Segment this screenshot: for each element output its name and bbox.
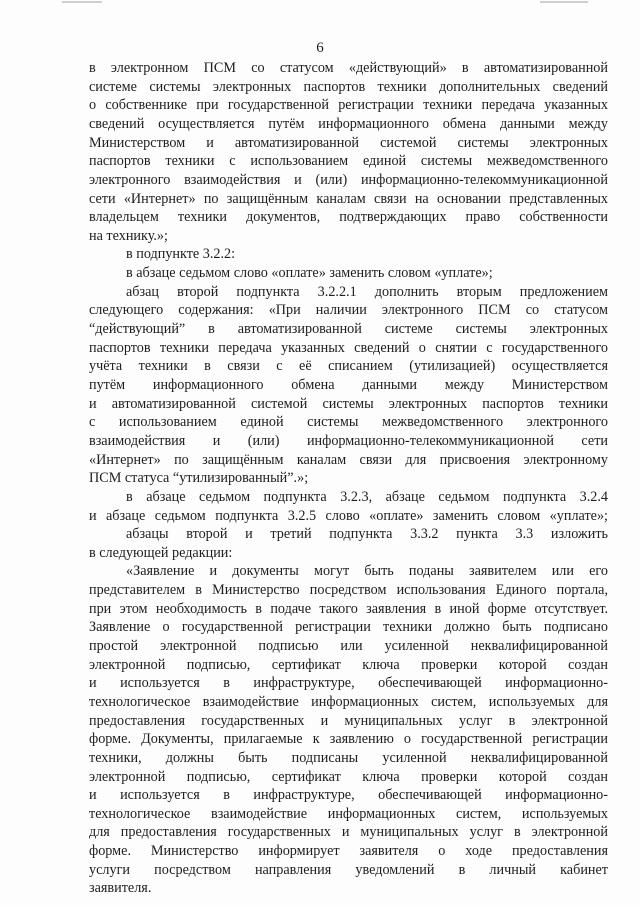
- text-line: и автоматизированной системой системы электронных паспортов техники: [89, 395, 608, 412]
- text-line: “действующий” в автоматизированной системе системы электронных: [89, 321, 608, 337]
- text-line: на технику.»;: [89, 227, 168, 244]
- text-line: предоставления государственных и муниципальных услуг в электронной: [89, 712, 608, 729]
- page-number: 6: [316, 40, 324, 56]
- text-line: в следующей редакции:: [89, 544, 233, 561]
- text-line: взаимодействия и (или) информационно-телекоммуникационной сети: [89, 432, 608, 449]
- text-line: и используется в инфраструктуре, обеспечивающей информационно-: [89, 787, 608, 804]
- text-line: «Заявление и документы могут быть поданы заявителем или его: [126, 563, 608, 580]
- text-line: Заявление о государственной регистрации техники должно быть подписано: [89, 619, 608, 636]
- text-line: форме. Документы, прилагаемые к заявлению о государственной регистрации: [89, 731, 608, 748]
- text-line: следующего содержания: «При наличии электронного ПСМ со статусом: [89, 302, 608, 319]
- text-line: Министерством и автоматизированной системой системы электронных: [89, 134, 608, 151]
- text-line: в абзаце седьмом слово «оплате» заменить словом «уплате»;: [126, 265, 493, 282]
- text-line: в абзаце седьмом подпункта 3.2.3, абзаце седьмом подпункта 3.2.4: [126, 488, 608, 505]
- text-line: владельцем техники документов, подтверждающих право собственности: [89, 209, 608, 226]
- text-line: электронного взаимодействия и (или) информационно-телекоммуникационной: [89, 171, 608, 188]
- text-line: техники, должны быть подписаны усиленной неквалифицированной: [89, 749, 608, 766]
- text-line: представителем в Министерство посредством использования Единого портала,: [89, 582, 608, 598]
- text-line: «Интернет» по защищённым каналам связи для присвоения электронному: [89, 451, 608, 468]
- text-line: электронной подписью, сертификат ключа проверки которой создан: [89, 768, 608, 785]
- text-line: электронной подписью, сертификат ключа проверки которой создан: [89, 656, 608, 673]
- text-line: сведений осуществляется путём информационного обмена данными между: [89, 115, 608, 132]
- text-line: и используется в инфраструктуре, обеспечивающей информационно-: [89, 675, 608, 692]
- text-line: с использованием единой системы межведомственного электронного: [89, 414, 608, 431]
- text-line: абзацы второй и третий подпункта 3.3.2 пункта 3.3 изложить: [126, 526, 608, 543]
- text-line: системе системы электронных паспортов техники дополнительных сведений: [89, 78, 608, 95]
- text-line: простой электронной подписью или усиленной неквалифицированной: [89, 638, 608, 654]
- text-line: технологическое взаимодействие информационных систем, используемых для: [89, 693, 608, 710]
- text-line: услуги посредством направления уведомлений в личный кабинет: [89, 861, 608, 878]
- text-line: в подпункте 3.2.2:: [126, 246, 236, 263]
- text-line: учёта техники в связи с её списанием (утилизацией) осуществляется: [89, 358, 608, 375]
- text-line: паспортов техники передача указанных сведений о снятии с государственного: [89, 339, 608, 356]
- text-line: абзац второй подпункта 3.2.2.1 дополнить вторым предложением: [126, 283, 608, 300]
- text-line: заявителя.: [89, 880, 152, 897]
- scan-artifact: [540, 1, 588, 3]
- scan-artifact: [62, 1, 102, 3]
- text-line: при этом необходимость в подаче такого заявления в иной форме отсутствует.: [89, 600, 608, 617]
- text-line: паспортов техники с использованием единой системы межведомственного: [89, 153, 608, 170]
- text-line: в электронном ПСМ со статусом «действующий» в автоматизированной: [89, 60, 608, 76]
- text-line: ПСМ статуса “утилизированный”.»;: [89, 470, 309, 487]
- text-line: для предоставления государственных и муниципальных услуг в электронной: [89, 824, 608, 841]
- text-line: о собственнике при государственной регистрации техники передача указанных: [89, 97, 608, 114]
- text-line: и абзаце седьмом подпункта 3.2.5 слово «оплате» заменить словом «уплате»;: [89, 507, 608, 524]
- text-line: путём информационного обмена данными между Министерством: [89, 377, 608, 393]
- text-line: сети «Интернет» по защищённым каналам связи на основании представленных: [89, 190, 608, 207]
- text-line: форме. Министерство информирует заявителя о ходе предоставления: [89, 843, 608, 860]
- text-line: технологическое взаимодействие информационных систем, используемых: [89, 805, 608, 822]
